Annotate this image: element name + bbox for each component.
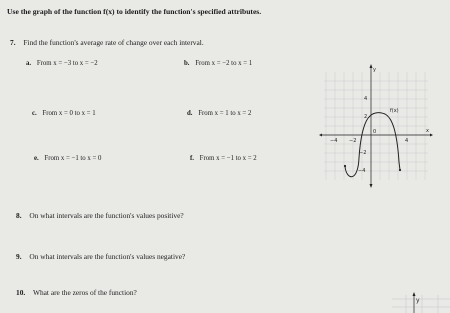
part-b-letter: b. bbox=[184, 60, 190, 67]
part-e-letter: e. bbox=[34, 155, 39, 162]
part-a-text: From x = −3 to x = −2 bbox=[36, 60, 98, 67]
part-b-text: From x = −2 to x = 1 bbox=[195, 60, 253, 67]
curve-startpoint bbox=[344, 165, 346, 167]
partial-graph-corner bbox=[392, 291, 450, 313]
part-a bbox=[26, 60, 98, 67]
part-f-letter: f. bbox=[190, 155, 194, 162]
part-c-text: From x = 0 to x = 1 bbox=[42, 110, 96, 117]
part-c bbox=[32, 110, 96, 117]
curve-endpoint bbox=[399, 169, 401, 171]
y-tick-2: 2 bbox=[364, 114, 368, 120]
x-axis-label: x bbox=[426, 128, 429, 134]
x-tick-4: 4 bbox=[405, 138, 409, 144]
y-tick-neg4: −4 bbox=[358, 168, 366, 174]
instruction-header: Use the graph of the function f(x) to identify the function's specified attributes. bbox=[7, 7, 262, 16]
function-label: f(x) bbox=[390, 108, 399, 114]
question-8 bbox=[16, 211, 184, 220]
question-8-text: On what intervals are the function's values positive? bbox=[29, 211, 184, 220]
y-tick-neg2: −2 bbox=[359, 150, 367, 156]
question-10 bbox=[16, 288, 137, 297]
function-graph bbox=[318, 62, 433, 190]
x-tick-neg4: −4 bbox=[330, 138, 338, 144]
question-8-number: 8. bbox=[16, 211, 22, 220]
question-9-text: On what intervals are the function's values negative? bbox=[29, 252, 186, 261]
graph-grid bbox=[324, 72, 428, 180]
question-9-number: 9. bbox=[16, 252, 22, 261]
part-f bbox=[190, 155, 257, 162]
part-d-text: From x = 1 to x = 2 bbox=[198, 110, 252, 117]
question-9 bbox=[16, 252, 185, 261]
question-7 bbox=[10, 38, 204, 47]
corner-y-axis-label: y bbox=[416, 297, 420, 304]
x-tick-neg2: −2 bbox=[349, 138, 357, 144]
part-e bbox=[34, 155, 101, 162]
question-10-number: 10. bbox=[16, 288, 26, 297]
part-c-letter: c. bbox=[32, 110, 37, 117]
y-tick-4: 4 bbox=[364, 96, 368, 102]
question-10-text: What are the zeros of the function? bbox=[32, 288, 137, 297]
part-f-text: From x = −1 to x = 2 bbox=[199, 155, 257, 162]
part-d bbox=[187, 110, 251, 117]
part-b bbox=[184, 60, 252, 67]
x-tick-0: 0 bbox=[373, 129, 377, 135]
y-axis-label: y bbox=[373, 67, 376, 73]
part-e-text: From x = −1 to x = 0 bbox=[44, 155, 102, 162]
part-a-letter: a. bbox=[26, 60, 32, 67]
part-d-letter: d. bbox=[187, 110, 193, 117]
question-7-number: 7. bbox=[10, 38, 16, 47]
question-7-prompt: Find the function's average rate of change over each interval. bbox=[23, 38, 204, 47]
function-curve bbox=[345, 113, 400, 177]
